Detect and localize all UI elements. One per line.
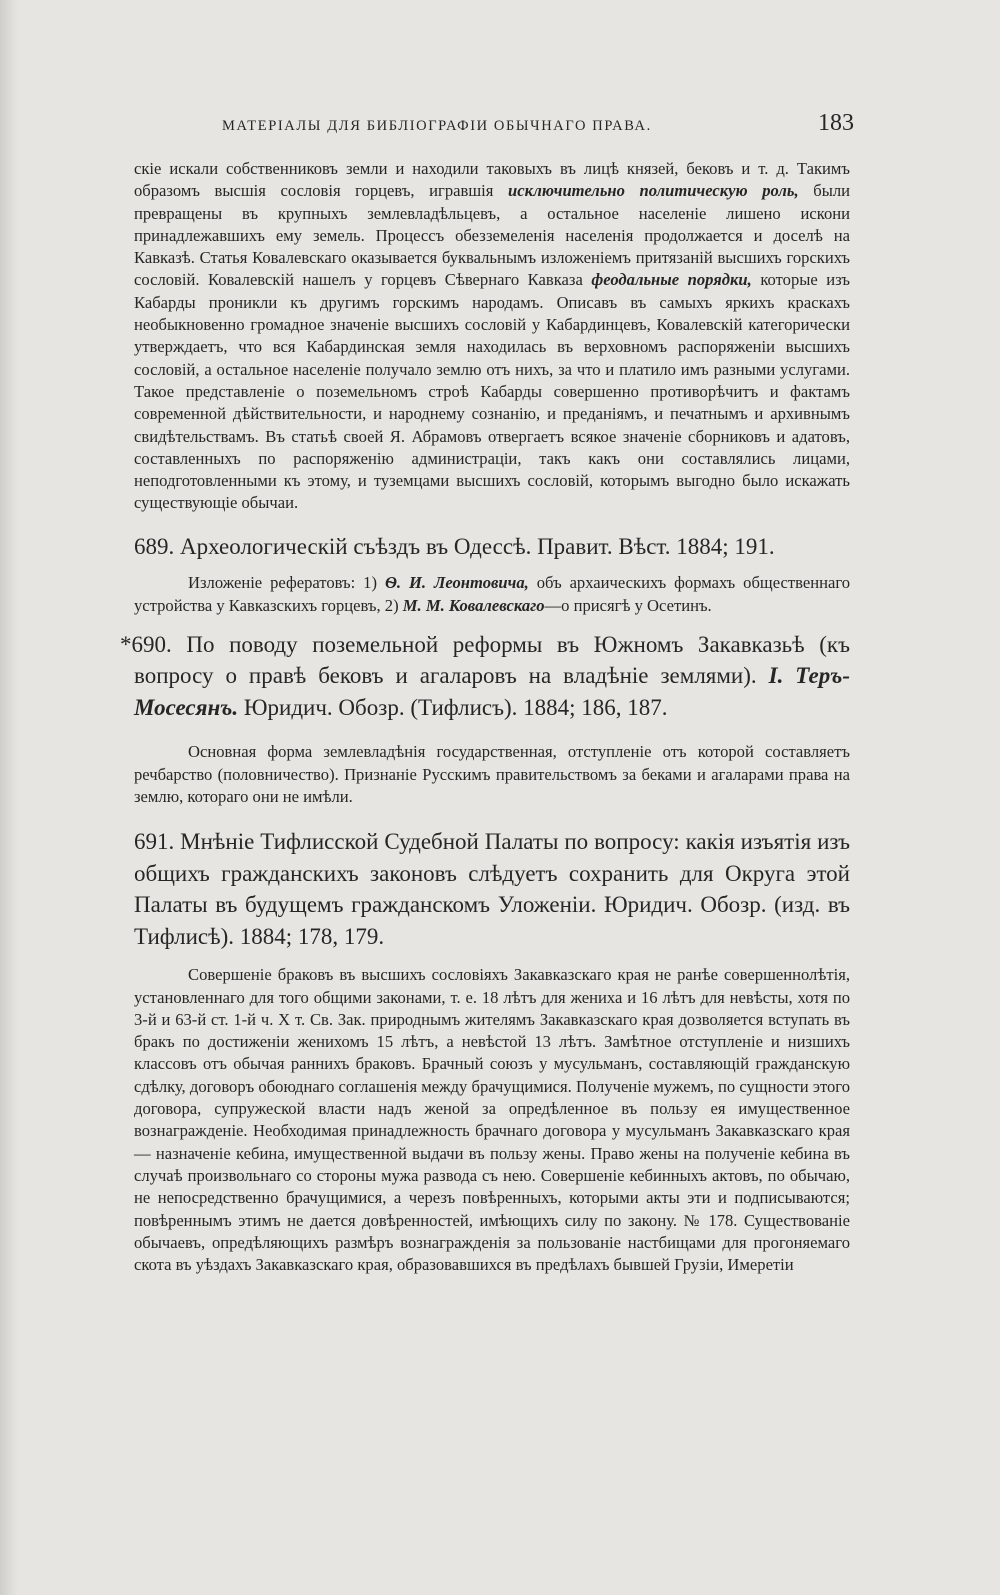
entry-690-annotation: Основная форма землевладѣнія государственная, отступленіе отъ которой составляетъ речбарство (половничество). Признаніе Русскимъ правительствомъ за беками и агаларами права на землю, котораго они не имѣли. xyxy=(134,742,850,806)
entry-689-text-2: объ архаическихъ формахъ общественнаго устройства у Кавказскихъ горцевъ, 2) xyxy=(134,573,851,615)
entry-691-title: 691. Мнѣніе Тифлисской Судебной Палаты по вопросу: какія изъятія изъ общихъ гражданскихъ законовъ слѣдуетъ сохранить для Округа этой Палаты въ будущемъ гражданскомъ Уложеніи. Юридич. Обозр. (изд. въ Тифлисѣ). 1884; 178, 179. xyxy=(134,829,850,949)
entry-689-text-3: —о присягѣ у Осетинъ. xyxy=(544,595,712,615)
entry-689-title: 689. Археологическій съѣздъ въ Одессѣ. Правит. Вѣст. 1884; 191. xyxy=(134,533,775,559)
intro-text-1: скіе искали собственниковъ земли и находили таковыхъ въ лицѣ князей, бековъ и т. д. Такимъ образомъ высшія сословія горцевъ, игравшія xyxy=(134,159,850,201)
page-body xyxy=(120,158,851,1276)
intro-paragraph xyxy=(134,158,850,515)
entry-689-text-1: Изложеніе рефератовъ: 1) xyxy=(188,573,385,593)
entry-690-text-1: *690. По поводу поземельной реформы въ Южномъ Закавказьѣ (къ вопросу о правѣ бековъ и агаларовъ на владѣніе землями). xyxy=(120,631,850,689)
page-edge-shadow xyxy=(0,0,18,1595)
entry-691-annotation: Совершеніе браковъ въ высшихъ сословіяхъ Закавказскаго края не ранѣе совершеннолѣтія, установленнаго для того общими законами, т. е. 18 лѣтъ для жениха и 16 лѣтъ для невѣсты, хотя по 3-й и 63-й ст. 1-й ч. X т. Св. Зак. природнымъ жителямъ Закавказскаго края дозволяется вступать въ бракъ по достиженіи женихомъ 15 лѣтъ, а невѣстой 13 лѣтъ. Замѣтное отступленіе и низшихъ классовъ отъ обычая раннихъ браковъ. Брачный союзъ у мусульманъ, составляющій гражданскую сдѣлку, договоръ обоюднаго соглашенія между брачущимися. Полученіе мужемъ, по сущности этого договора, супружеской власти надъ женой за опредѣленное въ пользу ея имущественное вознагражденіе. Необходимая принадлежность брачнаго договора у мусульманъ Закавказскаго края — назначеніе кебина, имущественной выдачи въ пользу жены. Право жены на полученіе кебина въ случаѣ произвольнаго со стороны мужа развода съ нею. Совершеніе кебинныхъ актовъ, по обычаю, не непосредственно брачущимися, а черезъ повѣренныхъ, которыми акты эти и подписываются; повѣреннымъ этимъ не дается довѣренностей, имѣющихъ силу по закону. № 178. Существованіе обычаевъ, опредѣляющихъ размѣръ вознагражденія за пользованіе настбищами для прогоняемаго скота въ уѣздахъ Закавказскаго края, образовавшихся въ предѣлахъ бывшей Грузіи, Имеретіи xyxy=(134,965,850,1275)
entry-690-author: I. Теръ-Мосесянъ. xyxy=(134,663,850,720)
intro-italic-2: феодальные порядки, xyxy=(591,270,752,290)
entry-689-author-1: Ѳ. И. Леонтовича, xyxy=(384,573,529,593)
entry-690-text-2: Юридич. Обозр. (Тифлисъ). 1884; 186, 187. xyxy=(238,694,668,720)
intro-text-3: которые изъ Кабарды проникли къ другимъ горскимъ народамъ. Описавъ въ самыхъ яркихъ краскахъ необыкновенно громадное значеніе высшихъ сословій у Кабардинцевъ, Ковалевскій категорически утверждаетъ, что вся Кабардинская земля находилась въ верховномъ распоряженіи высшихъ сословій, а остальное населеніе получало землю отъ нихъ, за что и платило имъ разными услугами. Такое представленіе о поземельномъ строѣ Кабарды совершенно противорѣчитъ и фактамъ современной дѣйствительности, и народнему сознанію, и преданіямъ, и печатнымъ и архивнымъ свидѣтельствамъ. Въ статьѣ своей Я. Абрамовъ отвергаетъ всякое значеніе сборниковъ и адатовъ, составленныхъ по распоряженію администраціи, такъ какъ они составлялись лицами, неподготовленными къ этому, и туземцами высшихъ сословій, которымъ выгодно было искажать существующіе обычаи. xyxy=(134,270,850,513)
entry-689-annotation xyxy=(134,572,850,617)
intro-italic-1: исключительно политическую роль, xyxy=(507,181,799,201)
entry-689-author-2: М. М. Ковалевскаго xyxy=(402,595,545,615)
running-title: МАТЕРІАЛЫ ДЛЯ БИБЛІОГРАФІИ ОБЫЧНАГО ПРАВА. xyxy=(222,118,652,134)
entry-690-title xyxy=(120,629,850,724)
page-header xyxy=(150,112,854,148)
intro-text-2: были превращены въ крупныхъ землевладѣльцевъ, а остальное населеніе лишено искони принадлежавшихъ ему земель. Процессъ обезземеленія населенія продолжается и доселѣ на Кавказѣ. Статья Ковалевскаго оказывается буквальнымъ изложеніемъ притязаній высшихъ горскихъ сословій. Ковалевскій нашелъ у горцевъ Сѣвернаго Кавказа xyxy=(134,181,851,290)
page-number: 183 xyxy=(818,110,854,136)
